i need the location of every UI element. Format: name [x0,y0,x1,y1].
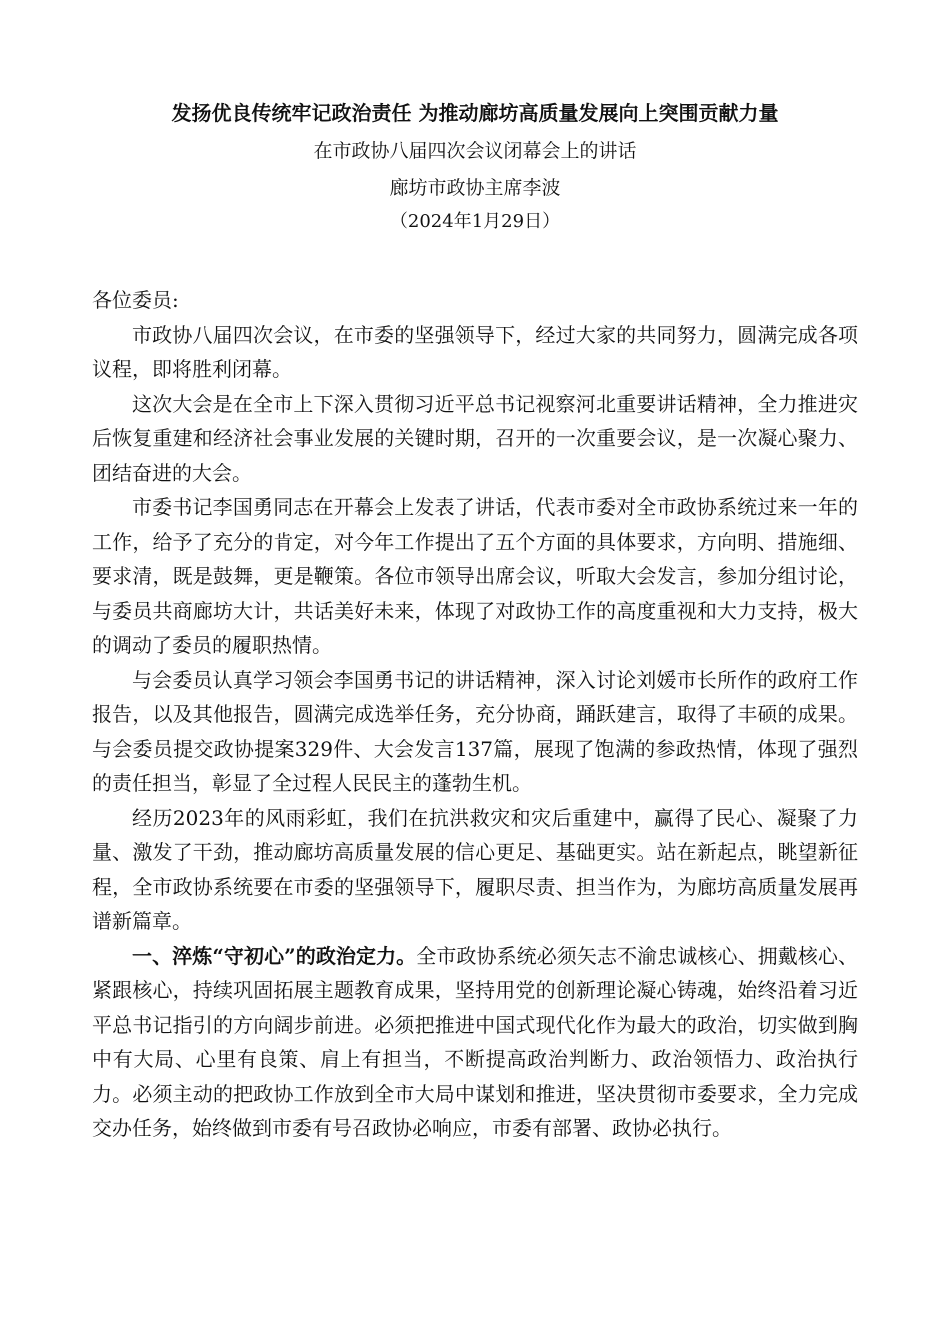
speech-date: （2024年1月29日） [389,211,561,232]
speaker-name: 廊坊市政协主席李波 [389,177,561,199]
document-body [92,283,858,1146]
section-one-paragraph [92,939,858,1146]
paragraph: 与会委员认真学习领会李国勇书记的讲话精神，深入讨论刘媛市长所作的政府工作报告，以及其他报告，圆满完成选举任务，充分协商，踊跃建言，取得了丰硕的成果。与会委员提交政协提案329件、大会发言137篇，展现了饱满的参政热情，体现了强烈的责任担当，彰显了全过程人民民主的蓬勃生机。 [92,667,858,795]
paragraph: 市政协八届四次会议，在市委的坚强领导下，经过大家的共同努力，圆满完成各项议程，即将胜利闭幕。 [92,322,858,381]
salutation: 各位委员: [92,288,179,312]
paragraph: 这次大会是在全市上下深入贯彻习近平总书记视察河北重要讲话精神，全力推进灾后恢复重建和经济社会事业发展的关键时期，召开的一次重要会议，是一次凝心聚力、团结奋进的大会。 [92,391,858,485]
document-title: 发扬优良传统牢记政治责任 为推动廊坊高质量发展向上突围贡献力量 [171,101,779,125]
paragraph: 经历2023年的风雨彩虹，我们在抗洪救灾和灾后重建中，赢得了民心、凝聚了力量、激发了干劲，推动廊坊高质量发展的信心更足、基础更实。站在新起点，眺望新征程，全市政协系统要在市委的坚强领导下，履职尽责、担当作为，为廊坊高质量发展再谱新篇章。 [92,805,858,933]
section-one-text: 全市政协系统必须矢志不渝忠诚核心、拥戴核心、紧跟核心，持续巩固拓展主题教育成果，坚持用党的创新理论凝心铸魂，始终沿着习近平总书记指引的方向阔步前进。必须把推进中国式现代化作为最大的政治，切实做到胸中有大局、心里有良策、肩上有担当，不断提高政治判断力、政治领悟力、政治执行力。必须主动的把政协工作放到全市大局中谋划和推进，坚决贯彻市委要求，全力完成交办任务，始终做到市委有号召政协必响应，市委有部署、政协必执行。 [92,943,859,1140]
speech-occasion: 在市政协八届四次会议闭幕会上的讲话 [313,140,637,162]
section-one-heading: 一、淬炼“守初心”的政治定力。 [132,943,417,968]
paragraph: 市委书记李国勇同志在开幕会上发表了讲话，代表市委对全市政协系统过来一年的工作，给予了充分的肯定，对今年工作提出了五个方面的具体要求，方向明、措施细、要求清，既是鼓舞，更是鞭策。各位市领导出席会议，听取大会发言，参加分组讨论，与委员共商廊坊大计，共话美好未来，体现了对政协工作的高度重视和大力支持，极大的调动了委员的履职热情。 [92,495,858,657]
